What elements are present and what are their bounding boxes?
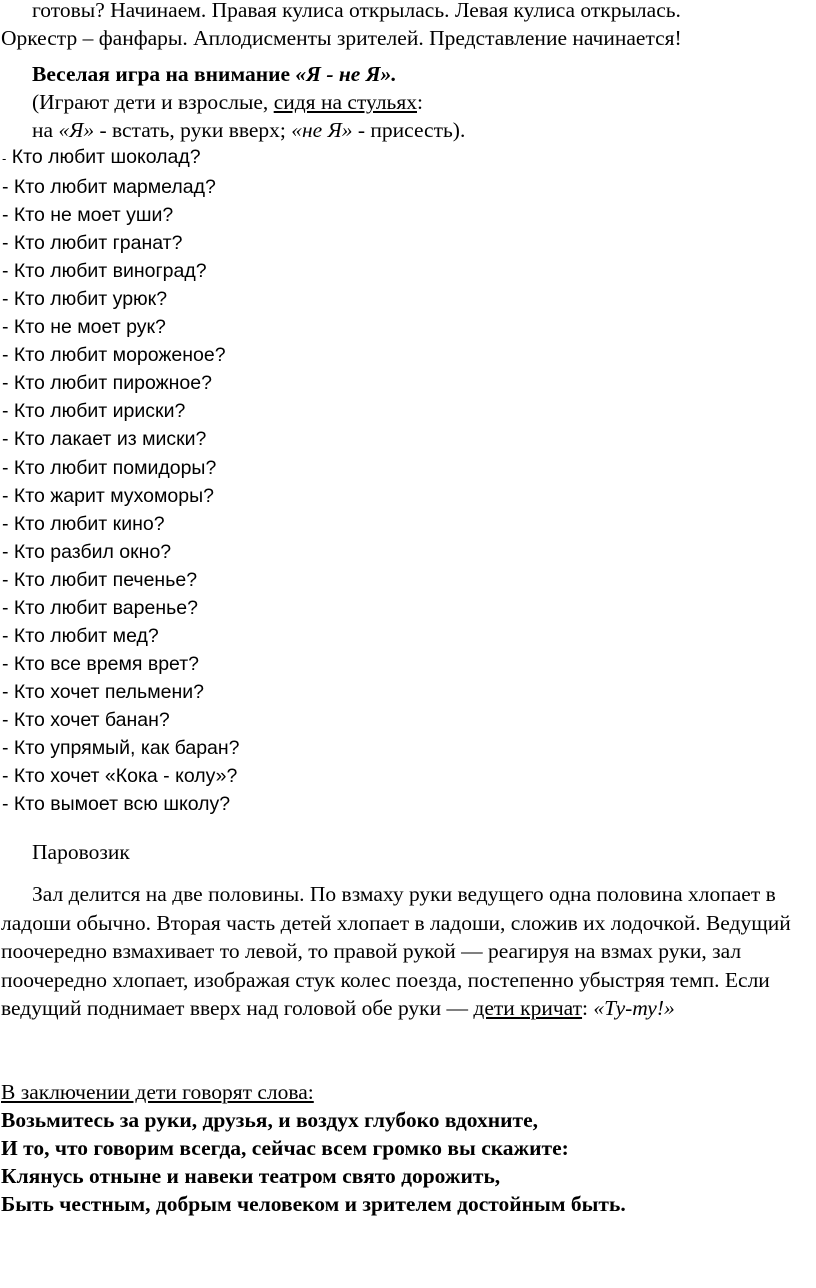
game-rule-underlined: сидя на стульях xyxy=(273,90,417,114)
question-item: - Кто любит помидоры? xyxy=(2,456,217,479)
question-item: - Кто любит печенье? xyxy=(2,568,198,591)
question-item: - Кто любит виноград? xyxy=(2,260,207,283)
game-rule2-neya: «не Я» xyxy=(291,118,353,142)
closing-line: Возьмитесь за руки, друзья, и воздух глубоко вдохните, xyxy=(1,1108,538,1132)
game-title-prefix: Веселая игра на внимание xyxy=(32,62,296,86)
question-dash: - xyxy=(2,151,7,166)
game-rule-line-1 xyxy=(32,88,423,117)
question-item: - Кто любит урюк? xyxy=(2,288,168,311)
question-text: Кто любит шоколад? xyxy=(6,146,201,168)
closing-heading: В заключении дети говорят слова: xyxy=(1,1080,314,1104)
question-item: - Кто не моет уши? xyxy=(2,204,174,227)
question-item: - Кто любит мед? xyxy=(2,624,159,647)
parovozik-text-shout: «Ту-ту!» xyxy=(593,996,675,1020)
game-rule-line-2 xyxy=(32,116,465,145)
parovozik-text-colon: : xyxy=(582,996,594,1020)
question-item: - Кто не моет рук? xyxy=(2,316,166,339)
question-item: - Кто любит мороженое? xyxy=(2,344,226,367)
question-item: - Кто вымоет всю школу? xyxy=(2,793,231,816)
game-title xyxy=(32,60,397,89)
closing-line: Быть честным, добрым человеком и зрителем достойным быть. xyxy=(1,1192,626,1216)
question-item: - Кто жарит мухоморы? xyxy=(2,484,214,507)
question-item: - Кто любит варенье? xyxy=(2,596,198,619)
parovozik-description xyxy=(1,880,801,1023)
question-item: - Кто разбил окно? xyxy=(2,540,172,563)
game-rule2-ya: «Я» xyxy=(58,118,95,142)
game-rule-open: (Играют дети и взрослые, xyxy=(32,90,274,114)
game-rule2-end: - присесть). xyxy=(352,118,466,142)
question-item: - Кто упрямый, как баран? xyxy=(2,736,240,759)
question-item: - Кто все время врет? xyxy=(2,652,200,675)
question-item: - Кто любит мармелад? xyxy=(2,176,216,199)
question-item: - Кто хочет пельмени? xyxy=(2,680,204,703)
intro-line-1: готовы? Начинаем. Правая кулиса открылась. Левая кулиса открылась. xyxy=(32,0,681,22)
question-item: - Кто хочет банан? xyxy=(2,708,170,731)
intro-line-2: Оркестр – фанфары. Аплодисменты зрителей. Представление начинается! xyxy=(1,26,682,50)
question-item xyxy=(2,143,240,173)
parovozik-text-main: Зал делится на две половины. По взмаху руки ведущего одна половина хлопает в ладоши обычно. Вторая часть детей хлопает в ладоши, сложив их лодочкой. Ведущий поочередно взмахивает то левой, то правой рукой — реагируя на взмах руки, зал поочередно хлопает, изображая стук колес поезда, постепенно убыстряя темп. Если ведущий поднимает вверх над головой обе руки — xyxy=(1,882,791,1020)
question-item: - Кто любит гранат? xyxy=(2,232,183,255)
closing-line: Клянусь отныне и навеки театром свято дорожить, xyxy=(1,1164,501,1188)
game-rule-colon: : xyxy=(417,90,423,114)
question-item: - Кто любит пирожное? xyxy=(2,372,212,395)
question-item: - Кто лакает из миски? xyxy=(2,428,207,451)
question-list xyxy=(2,143,240,818)
section-title-parovozik: Паровозик xyxy=(32,840,130,864)
game-rule2-on: на xyxy=(32,118,59,142)
question-item: - Кто любит ириски? xyxy=(2,400,186,423)
question-item: - Кто любит кино? xyxy=(2,512,165,535)
game-title-name: «Я - не Я». xyxy=(295,62,397,86)
question-item: - Кто хочет «Кока - колу»? xyxy=(2,765,238,788)
game-rule2-mid: - встать, руки вверх; xyxy=(94,118,292,142)
parovozik-text-underlined: дети кричат xyxy=(473,996,583,1020)
closing-line: И то, что говорим всегда, сейчас всем громко вы скажите: xyxy=(1,1136,569,1160)
